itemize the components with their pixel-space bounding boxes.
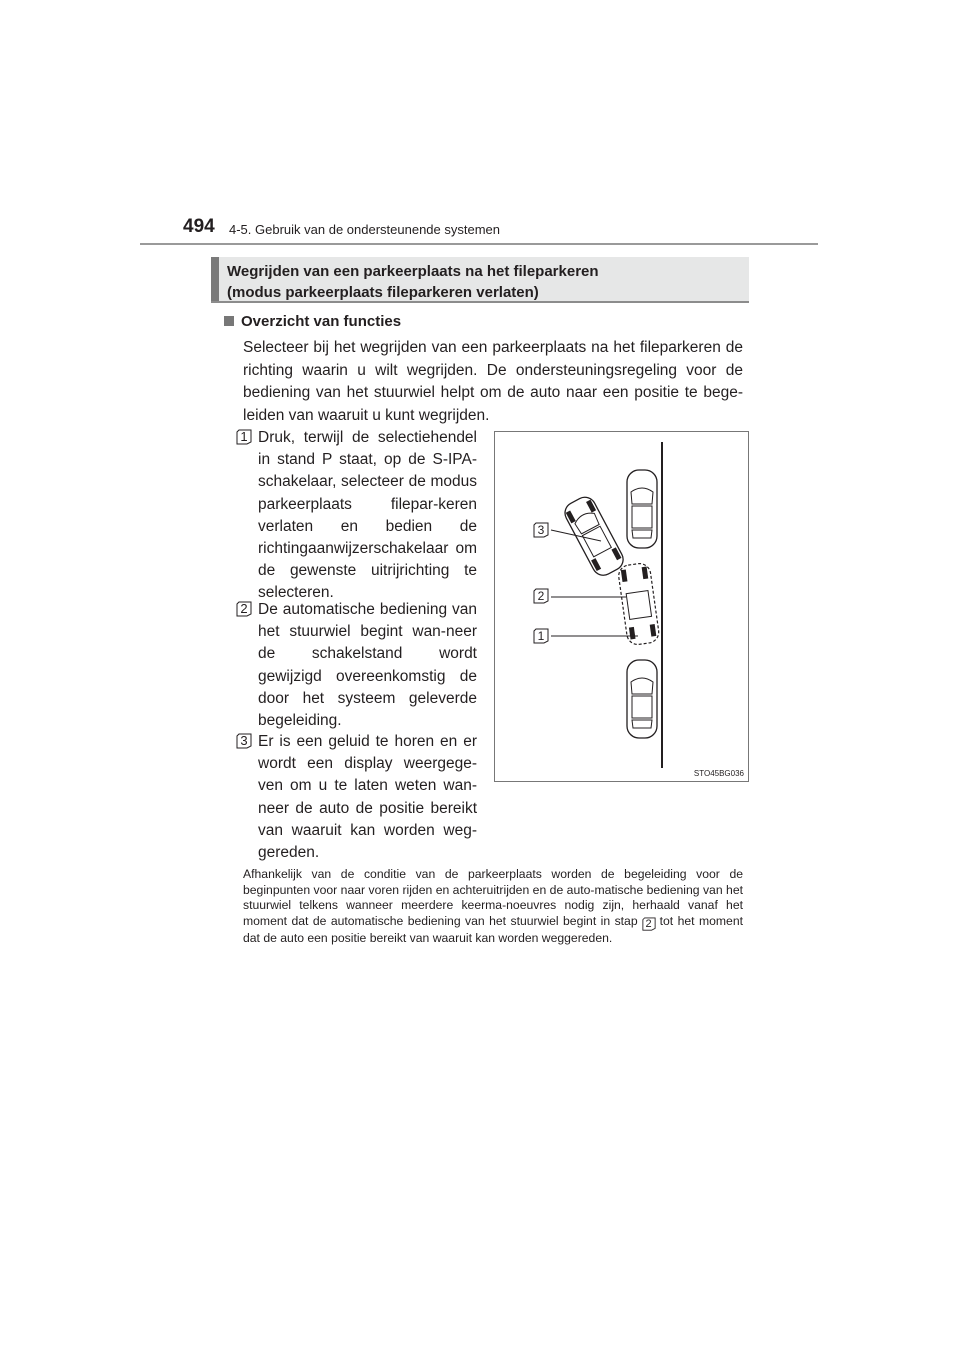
- figure-code: STO45BG036: [693, 769, 744, 778]
- step-text: De automatische bediening van het stuurwiel begint wan-neer de schakelstand wordt gewijzigd overeenkomstig de door het systeem geleverde begeleiding.: [258, 601, 477, 730]
- section-title-line1: Wegrijden van een parkeerplaats na het fileparkeren: [227, 263, 599, 280]
- figure-label-2: 2: [533, 588, 549, 604]
- note-paragraph: [243, 867, 743, 946]
- section-title-line2: (modus parkeerplaats fileparkeren verlaten): [227, 284, 539, 301]
- car-start-position-icon: [617, 562, 660, 646]
- page-number: 494: [183, 216, 215, 237]
- section-heading-box: [211, 257, 749, 303]
- step-number: 1: [240, 429, 248, 444]
- step-number-badge: [236, 601, 252, 617]
- note-text-before: Afhankelijk van de conditie van de parkeerplaats worden de begeleiding voor de beginpunten voor naar voren rijden en achteruitrijden en de auto-matische bediening van het stuurwiel telkens wanneer meerdere keerma-noeuvres nodig zijn, herhaald vanaf het moment dat de automatische bediening van het stuurwiel begint in stap: [243, 867, 743, 928]
- subsection-heading-text: Overzicht van functies: [241, 313, 402, 330]
- parking-diagram: [495, 432, 748, 781]
- section-title: [227, 261, 599, 303]
- note-text-after: tot het moment dat de auto een positie bereikt van waaruit kan worden weggereden.: [243, 913, 743, 945]
- car-exit-position-icon: [561, 493, 627, 579]
- parked-car-front-icon: [627, 470, 657, 548]
- step-number-badge: [236, 429, 252, 445]
- parked-car-rear-icon: [627, 660, 657, 738]
- chapter-title: 4-5. Gebruik van de ondersteunende systemen: [229, 222, 501, 237]
- inline-step-ref: 2: [642, 917, 656, 931]
- section-heading-bar: [211, 257, 219, 301]
- header-divider: [140, 243, 818, 245]
- intro-paragraph: Selecteer bij het wegrijden van een parkeerplaats na het fileparkeren de richting waarin u wilt wegrijden. De ondersteuningsregeling voor de bediening van het stuurwiel helpt om de auto naar een positie te bege-leiden van waaruit u kunt wegrijden.: [243, 339, 743, 424]
- figure-label-3: 3: [533, 522, 549, 538]
- figure-label-1: 1: [533, 628, 549, 644]
- step-text: Er is een geluid te horen en er wordt een display weergege-ven om u te laten weten wan-neer de auto de positie bereikt van waaruit kan worden weg-gereden.: [258, 733, 477, 862]
- bullet-square-icon: [224, 316, 234, 326]
- subsection-heading: [224, 313, 401, 330]
- step-number: 2: [240, 601, 248, 616]
- step-number: 3: [240, 733, 248, 748]
- parking-illustration: [494, 431, 749, 782]
- step-text: Druk, terwijl de selectiehendel in stand P staat, op de S-IPA-schakelaar, selecteer de modus parkeerplaats filepar-keren verlaten en bedien de richtingaanwijzerschakelaar om de gewenste uitrijrichting te selecteren.: [258, 429, 477, 602]
- step-number-badge: [236, 733, 252, 749]
